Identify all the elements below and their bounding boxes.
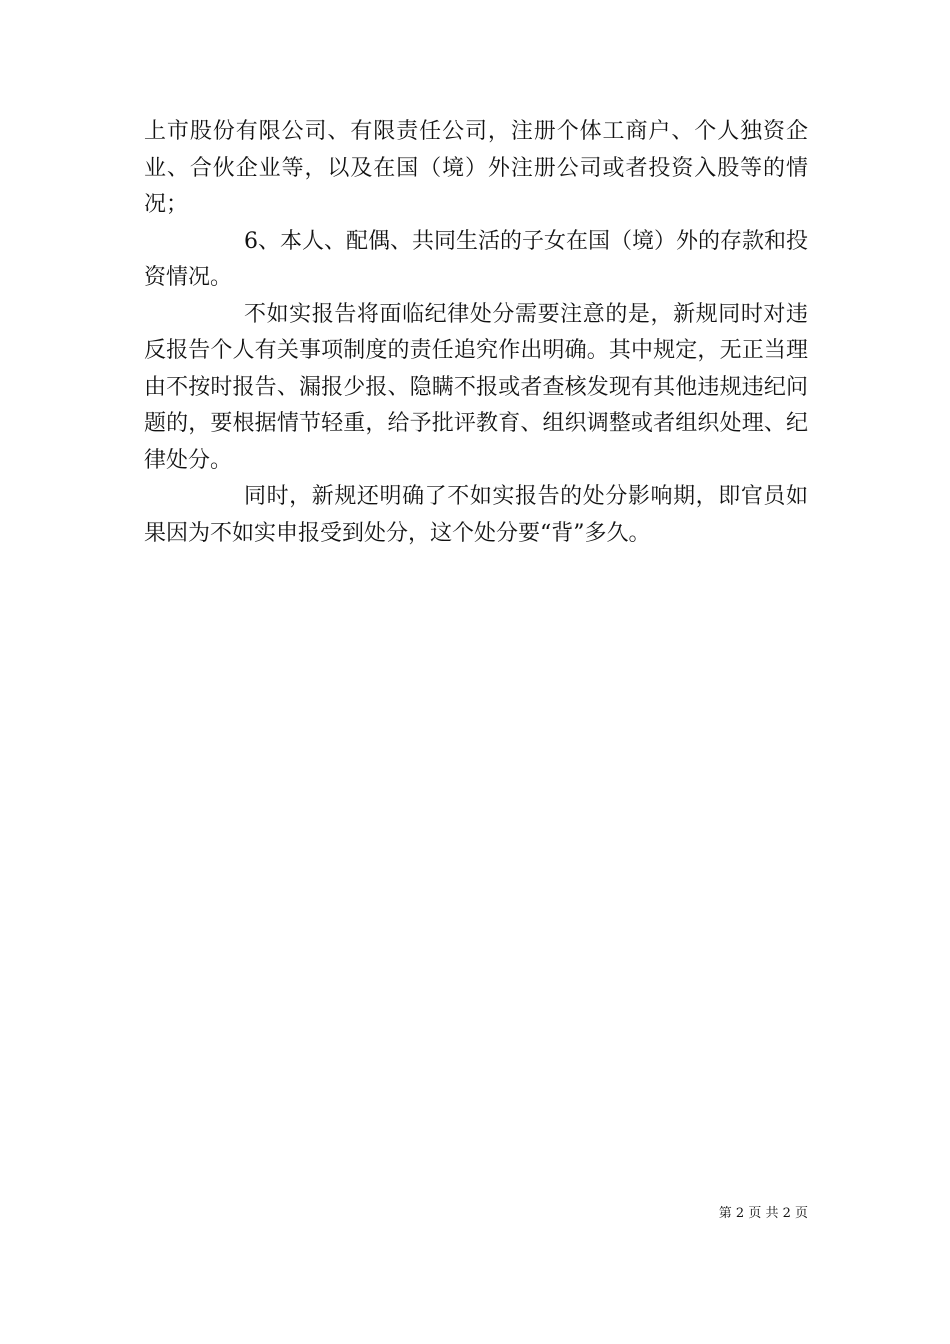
paragraph-item-6: 6、本人、配偶、共同生活的子女在国（境）外的存款和投资情况。	[144, 228, 808, 290]
paragraph-disciplinary: 不如实报告将面临纪律处分需要注意的是，新规同时对违反报告个人有关事项制度的责任追究作出明确。其中规定，无正当理由不按时报告、漏报少报、隐瞒不报或者查核发现有其他违规违纪问题的，要根据情节轻重，给予批评教育、组织调整或者组织处理、纪律处分。	[144, 301, 808, 473]
document-body	[144, 114, 808, 552]
paragraph-continuation: 上市股份有限公司、有限责任公司，注册个体工商户、个人独资企业、合伙企业等，以及在国（境）外注册公司或者投资入股等的情况；	[144, 119, 808, 217]
page-number-footer: 第 2 页 共 2 页	[718, 1206, 808, 1221]
paragraph-impact-period: 同时，新规还明确了不如实报告的处分影响期，即官员如果因为不如实申报受到处分，这个处分要“背”多久。	[144, 484, 808, 546]
